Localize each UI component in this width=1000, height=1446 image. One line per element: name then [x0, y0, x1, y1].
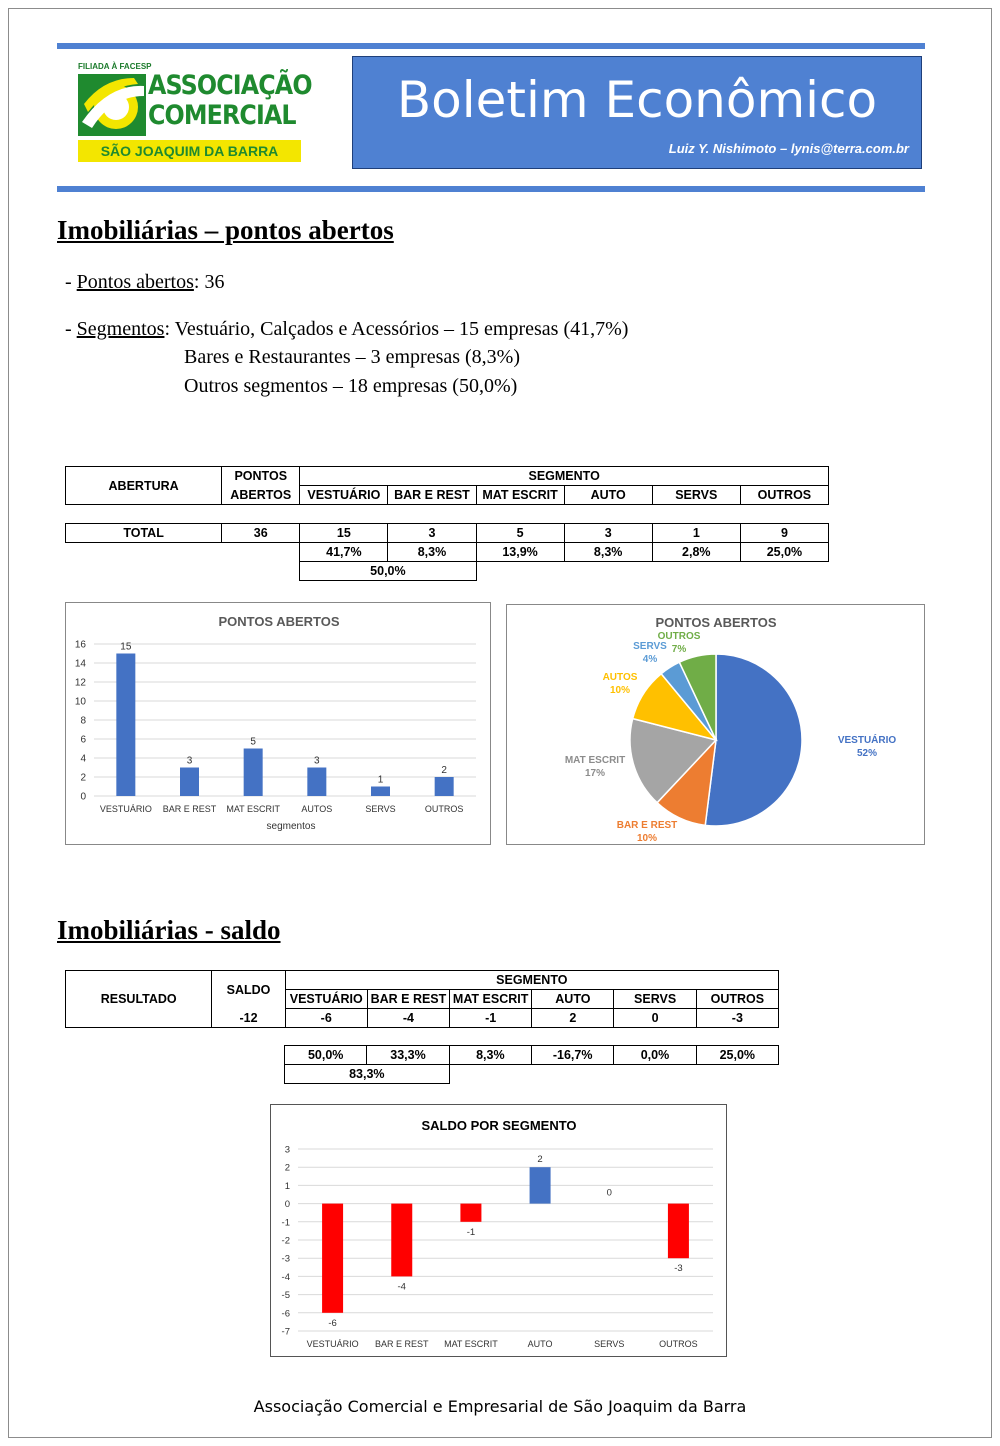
section2-heading: Imobiliárias - saldo — [57, 915, 281, 945]
pontos-bar-chart-svg — [66, 603, 492, 846]
chart3-data-label: 0 — [606, 1187, 612, 1199]
chart2-slice — [705, 654, 802, 826]
chart1-data-label: 3 — [186, 755, 193, 767]
chart2-title: PONTOS ABERTOS — [655, 615, 777, 630]
chart2-slice-pct: 10% — [609, 685, 631, 696]
chart1-xlabel: segmentos — [266, 821, 316, 832]
logo-emblem-icon — [78, 74, 146, 136]
chart1-category-label: OUTROS — [424, 804, 464, 814]
pontos-bar-chart — [65, 602, 491, 845]
saldo-percent-table: 50,0% 33,3% 8,3% -16,7% 0,0% 25,0% 83,3% — [284, 1045, 779, 1084]
chart1-ytick-label: 12 — [74, 677, 86, 689]
chart1-category-label: BAR E REST — [162, 804, 217, 814]
chart1-category-label: SERVS — [365, 804, 396, 814]
saldo-bar-chart — [270, 1104, 727, 1357]
chart2-slice-pct: 17% — [584, 768, 606, 779]
segment-line-2: Bares e Restaurantes – 3 empresas (8,3%) — [184, 346, 520, 368]
chart1-ytick-label: 6 — [80, 734, 86, 746]
chart3-ytick-label: 1 — [284, 1180, 290, 1192]
chart1-ytick-label: 16 — [74, 639, 86, 651]
chart1-category-label: VESTUÁRIO — [99, 804, 152, 814]
association-logo: FILIADA À FACESP ASSOCIAÇÃO COMERCIAL SÃO JOAQUIM DA BARRA — [70, 62, 302, 162]
chart1-data-label: 5 — [250, 736, 256, 748]
chart2-slice-label: MAT ESCRIT — [564, 755, 626, 766]
chart2-slice-label: VESTUÁRIO — [837, 735, 897, 746]
chart3-category-label: AUTO — [527, 1339, 553, 1349]
chart2-slice-pct: 10% — [636, 833, 658, 844]
chart3-data-label: -6 — [328, 1317, 337, 1329]
chart1-bar — [307, 768, 326, 797]
chart2-slice-label: SERVS — [633, 641, 667, 652]
chart1-bar — [371, 787, 390, 797]
chart3-ytick-label: -4 — [281, 1271, 290, 1283]
chart1-ytick-label: 4 — [80, 753, 86, 765]
section1-heading: Imobiliárias – pontos abertos — [57, 215, 394, 245]
bottom-band — [57, 186, 925, 192]
chart2-slice-pct: 4% — [642, 654, 658, 665]
chart1-ytick-label: 2 — [80, 772, 86, 784]
chart3-bar — [391, 1204, 412, 1277]
chart3-category-label: MAT ESCRIT — [444, 1339, 498, 1349]
chart3-data-label: -1 — [466, 1226, 476, 1238]
chart3-ytick-label: -5 — [281, 1290, 290, 1302]
top-band — [57, 43, 925, 49]
segment-line-3: Outros segmentos – 18 empresas (50,0%) — [184, 375, 518, 397]
chart1-title: PONTOS ABERTOS — [218, 614, 340, 629]
chart1-bar — [244, 749, 263, 797]
pontos-table-total: TOTAL 36 15 3 5 3 1 9 41,7% 8,3% 13,9% 8,3% 2,8% 25,0% 50,0% — [65, 523, 829, 581]
chart1-ytick-label: 8 — [80, 715, 86, 727]
chart2-slice-pct: 7% — [671, 644, 687, 655]
chart3-category-label: OUTROS — [659, 1339, 698, 1349]
chart3-data-label: -4 — [397, 1281, 406, 1293]
chart3-title: SALDO POR SEGMENTO — [421, 1118, 577, 1133]
chart3-ytick-label: -3 — [281, 1253, 290, 1265]
saldo-table: RESULTADO SALDO SEGMENTO VESTUÁRIO BAR E REST MAT ESCRIT AUTO SERVS OUTROS -12 -6 -4 -1 2 0 -3 — [65, 970, 779, 1028]
chart3-data-label: -3 — [674, 1263, 683, 1275]
chart2-slice-label: AUTOS — [602, 672, 638, 683]
chart2-slice-label: OUTROS — [657, 631, 701, 642]
chart3-ytick-label: 0 — [284, 1199, 290, 1211]
segmentos-line: - Segmentos: Vestuário, Calçados e Acessórios – 15 empresas (41,7%) — [65, 318, 629, 340]
saldo-bar-chart-svg — [271, 1105, 728, 1358]
footer: Associação Comercial e Empresarial de São Joaquim da Barra — [253, 1397, 747, 1416]
chart3-bar — [530, 1167, 551, 1203]
chart1-ytick-label: 0 — [80, 791, 86, 803]
pontos-table-header: ABERTURA PONTOS SEGMENTO ABERTOS VESTUÁRIO BAR E REST MAT ESCRIT AUTO SERVS OUTROS — [65, 466, 829, 505]
chart1-bar — [116, 654, 135, 797]
chart3-ytick-label: -1 — [281, 1217, 290, 1229]
pontos-line: - Pontos abertos: 36 — [65, 271, 225, 293]
title-box — [352, 56, 922, 169]
chart1-data-label: 15 — [120, 641, 132, 653]
chart3-ytick-label: 2 — [284, 1162, 290, 1174]
chart3-bar — [460, 1204, 481, 1222]
chart2-slice-pct: 52% — [856, 748, 878, 759]
chart3-ytick-label: -2 — [281, 1235, 290, 1247]
chart3-data-label: 2 — [537, 1154, 543, 1166]
chart1-bar — [180, 768, 199, 797]
chart1-ytick-label: 10 — [74, 696, 86, 708]
chart3-bar — [322, 1204, 343, 1313]
chart1-data-label: 2 — [441, 765, 447, 776]
chart3-ytick-label: 3 — [284, 1144, 290, 1156]
chart1-data-label: 3 — [314, 755, 320, 767]
pontos-pie-chart — [506, 604, 925, 845]
chart3-ytick-label: -7 — [281, 1326, 290, 1338]
author-line: Luiz Y. Nishimoto – lynis@terra.com.br — [668, 141, 909, 156]
chart3-bar — [668, 1204, 689, 1259]
chart3-category-label: SERVS — [594, 1339, 625, 1349]
page-title: Boletim Econômico — [396, 71, 878, 129]
chart1-bar — [435, 777, 454, 796]
chart1-ytick-label: 14 — [74, 658, 86, 670]
chart3-ytick-label: -6 — [281, 1308, 290, 1320]
pontos-pie-chart-svg — [507, 605, 926, 846]
chart1-category-label: AUTOS — [301, 804, 333, 814]
chart3-category-label: VESTUÁRIO — [306, 1339, 359, 1349]
chart1-category-label: MAT ESCRIT — [226, 804, 281, 814]
chart2-slice-label: BAR E REST — [616, 820, 678, 831]
chart1-data-label: 1 — [377, 774, 384, 786]
chart3-category-label: BAR E REST — [374, 1339, 429, 1349]
